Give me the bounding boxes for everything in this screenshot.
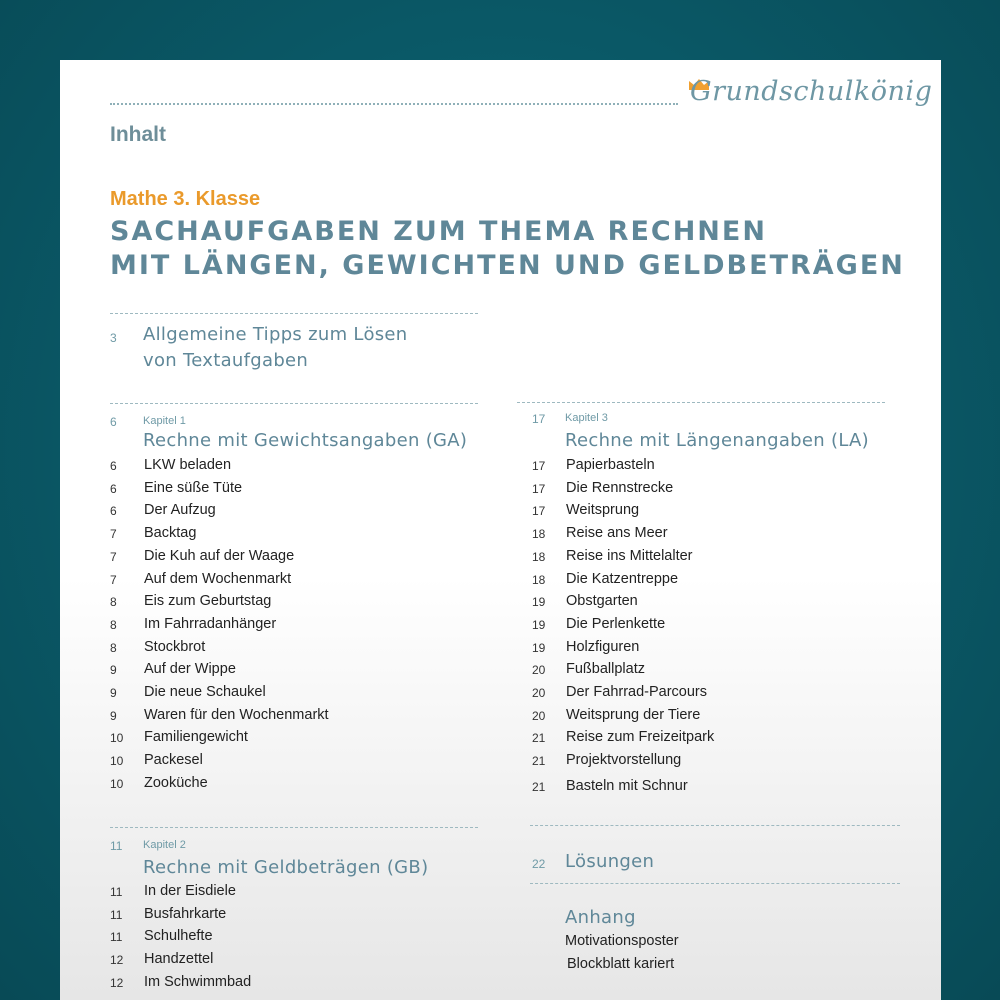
entry-page-number: 8 xyxy=(110,640,117,655)
entry-title: Fußballplatz xyxy=(566,661,645,678)
entry-page-number: 6 xyxy=(110,459,117,473)
ch3-title: Rechne mit Längenangaben (LA) xyxy=(565,430,869,451)
intro-title-line-1: Allgemeine Tipps zum Lösen xyxy=(143,324,408,345)
divider xyxy=(110,403,478,404)
entry-title: Die Katzentreppe xyxy=(566,570,679,587)
entry-title: Backtag xyxy=(144,525,197,542)
divider xyxy=(110,313,478,314)
entry-page-number: 11 xyxy=(110,885,123,899)
entry-title: Reise ins Mittelalter xyxy=(566,547,693,564)
entry-page-number: 20 xyxy=(532,708,546,723)
entry-title: Holzfiguren xyxy=(566,638,640,655)
entry-title: Die Perlenkette xyxy=(566,615,666,632)
entry-title: Eis zum Geburtstag xyxy=(144,593,272,610)
entry-page-number: 17 xyxy=(532,459,546,473)
entry-page-number: 21 xyxy=(532,731,546,746)
entry-title: Busfahrkarte xyxy=(144,905,227,922)
entry-page-number: 17 xyxy=(532,481,546,496)
entry-title: In der Eisdiele xyxy=(144,883,236,899)
page-heading: Inhalt xyxy=(110,123,166,146)
entry-page-number: 9 xyxy=(110,663,117,678)
entry-page-number: 10 xyxy=(110,731,124,746)
entry-page-number: 7 xyxy=(110,527,117,542)
entry-title: Reise ans Meer xyxy=(566,525,668,542)
entry-title: Weitsprung der Tiere xyxy=(566,706,701,723)
entry-page-number: 21 xyxy=(532,779,546,794)
ch1-page-number: 6 xyxy=(110,415,117,429)
anhang-item: Blockblatt kariert xyxy=(567,956,675,972)
entry-page-number: 18 xyxy=(532,572,546,587)
entry-page-number: 20 xyxy=(532,686,546,700)
divider xyxy=(110,827,478,828)
entry-title: Reise zum Freizeitpark xyxy=(566,729,715,746)
entry-page-number: 8 xyxy=(110,595,117,610)
ch3-page-number: 17 xyxy=(532,412,546,426)
subject-label: Mathe 3. Klasse xyxy=(110,188,261,210)
entry-page-number: 19 xyxy=(532,595,546,610)
entry-page-number: 10 xyxy=(110,754,124,769)
entry-page-number: 19 xyxy=(532,617,546,632)
entry-page-number: 18 xyxy=(532,549,546,564)
title-line-1: SACHAUFGABEN ZUM THEMA RECHNEN xyxy=(110,216,767,247)
brand-logo: Grundschulkönig xyxy=(690,76,933,107)
entry-title: Packesel xyxy=(144,752,203,769)
entry-page-number: 18 xyxy=(532,527,546,542)
entry-title: Papierbasteln xyxy=(566,457,655,473)
entry-title: Im Fahrradanhänger xyxy=(144,615,277,632)
divider xyxy=(530,883,900,884)
document-page xyxy=(60,60,941,1000)
entry-page-number: 17 xyxy=(532,504,546,519)
entry-title: Basteln mit Schnur xyxy=(566,777,688,794)
entry-page-number: 8 xyxy=(110,617,117,632)
entry-title: Handzettel xyxy=(144,951,214,968)
entry-title: Weitsprung xyxy=(566,502,640,519)
entry-page-number: 21 xyxy=(532,754,546,769)
title-line-2: MIT LÄNGEN, GEWICHTEN UND GELDBETRÄGEN xyxy=(110,250,905,281)
document-title xyxy=(110,215,905,283)
entry-page-number: 9 xyxy=(110,708,117,723)
entry-title: Der Fahrrad-Parcours xyxy=(566,684,708,700)
entry-title: Familiengewicht xyxy=(144,729,248,746)
entry-page-number: 7 xyxy=(110,549,117,564)
entry-title: Die Rennstrecke xyxy=(566,479,674,496)
entry-page-number: 9 xyxy=(110,686,117,700)
entry-title: Schulhefte xyxy=(144,928,213,945)
ch2-page-number: 11 xyxy=(110,839,123,853)
anhang-item: Motivationsposter xyxy=(565,933,679,949)
header-dotted-rule xyxy=(110,103,678,105)
entry-title: LKW beladen xyxy=(144,457,232,473)
loesungen-title: Lösungen xyxy=(565,851,655,872)
entry-page-number: 20 xyxy=(532,663,546,678)
ch3-label: Kapitel 3 xyxy=(565,412,608,424)
ch1-label: Kapitel 1 xyxy=(143,415,186,427)
entry-title: Auf der Wippe xyxy=(144,661,236,678)
entry-title: Auf dem Wochenmarkt xyxy=(144,570,292,587)
entry-title: Eine süße Tüte xyxy=(144,479,243,496)
entry-page-number: 10 xyxy=(110,776,124,791)
ch2-label: Kapitel 2 xyxy=(143,839,186,851)
entry-page-number: 6 xyxy=(110,481,117,496)
entry-title: Stockbrot xyxy=(144,638,206,655)
entry-title: Zooküche xyxy=(144,774,208,791)
entry-title: Die Kuh auf der Waage xyxy=(144,547,295,564)
divider xyxy=(517,402,885,403)
ch1-title: Rechne mit Gewichtsangaben (GA) xyxy=(143,430,468,451)
anhang-title: Anhang xyxy=(565,907,636,928)
entry-page-number: 11 xyxy=(110,907,123,922)
entry-title: Obstgarten xyxy=(566,593,638,610)
entry-page-number: 6 xyxy=(110,504,117,519)
entry-page-number: 12 xyxy=(110,953,124,968)
entry-title: Im Schwimmbad xyxy=(144,973,252,990)
entry-page-number: 11 xyxy=(110,930,123,945)
entry-title: Projektvorstellung xyxy=(566,752,682,769)
intro-page-number: 3 xyxy=(110,331,117,345)
divider xyxy=(530,825,900,826)
entry-title: Waren für den Wochenmarkt xyxy=(144,706,329,723)
entry-page-number: 12 xyxy=(110,975,124,990)
entry-page-number: 7 xyxy=(110,572,117,587)
loesungen-page-number: 22 xyxy=(532,857,546,871)
entry-page-number: 19 xyxy=(532,640,546,655)
intro-title-line-2: von Textaufgaben xyxy=(143,350,309,371)
entry-title: Die neue Schaukel xyxy=(144,684,266,700)
entry-title: Der Aufzug xyxy=(144,502,216,519)
ch2-title: Rechne mit Geldbeträgen (GB) xyxy=(143,857,429,878)
